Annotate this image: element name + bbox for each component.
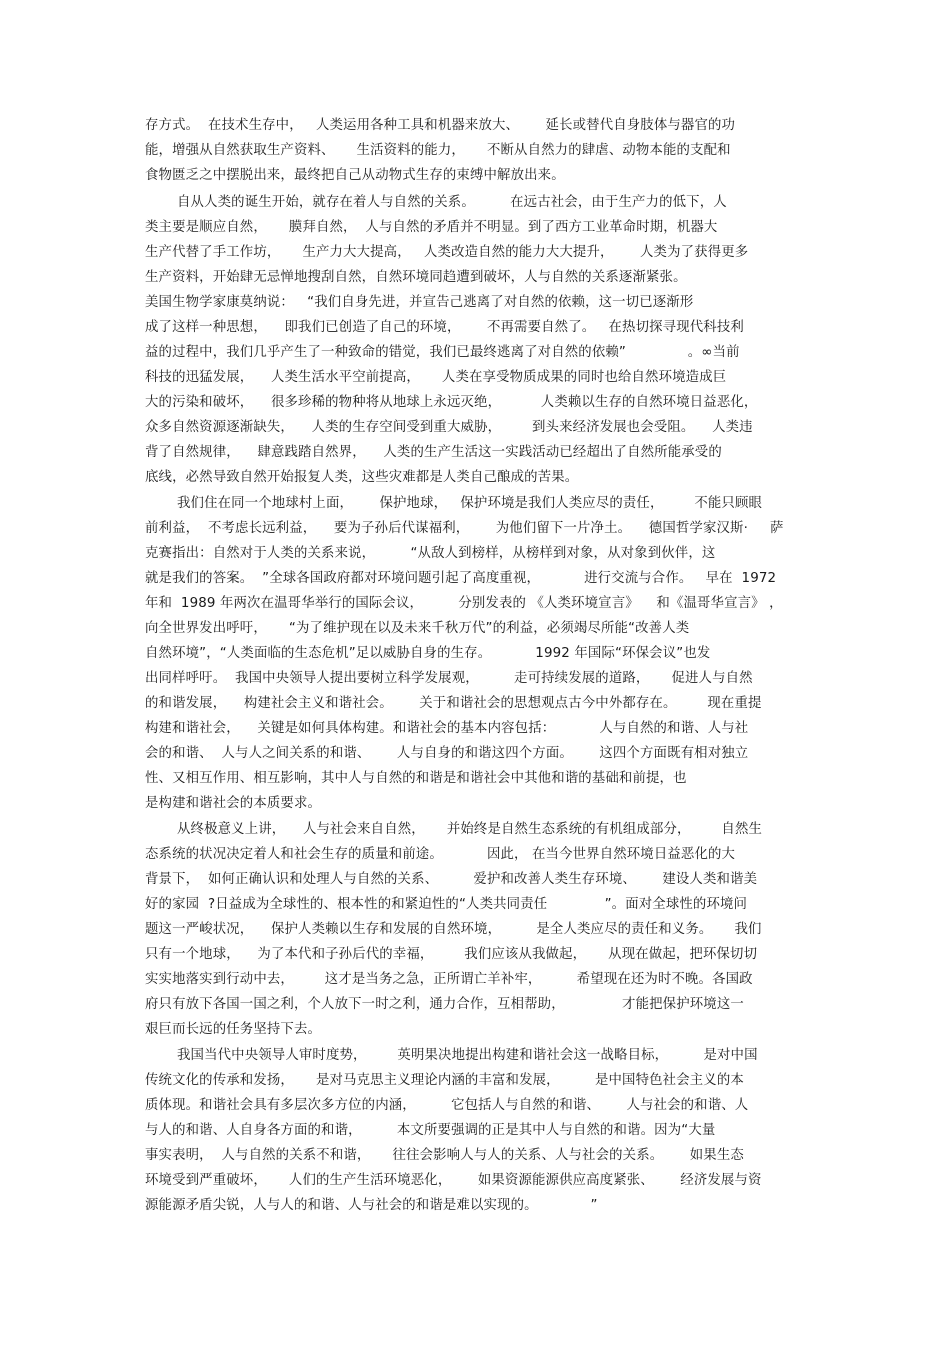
text-line: 克赛指出：自然对于人类的关系来说， “从敌人到榜样，从榜样到对象，从对象到伙伴，这: [145, 546, 716, 561]
text-line: 会的和谐、 人与人之间关系的和谐、 人与自身的和谐这四个方面。 这四个方面既有相对独立: [145, 746, 749, 761]
text-line: 环境受到严重破坏， 人们的生产生活环境恶化， 如果资源能源供应高度紧张、 经济发展与资: [145, 1173, 762, 1188]
text-line: 只有一个地球， 为了本代和子孙后代的幸福， 我们应该从我做起， 从现在做起，把环保切切: [145, 947, 758, 962]
text-line: 是构建和谐社会的本质要求。: [145, 796, 322, 811]
text-line: 质体现。和谐社会具有多层次多方位的内涵， 它包括人与自然的和谐、 人与社会的和谐、人: [145, 1098, 749, 1113]
text-line: 能，增强从自然获取生产资料、 生活资料的能力， 不断从自然力的肆虐、动物本能的支配和: [145, 143, 731, 158]
text-line: 构建和谐社会， 关键是如何具体构建。和谐社会的基本内容包括： 人与自然的和谐、人与社: [145, 721, 749, 736]
text-line: 传统文化的传承和发扬， 是对马克思主义理论内涵的丰富和发展， 是中国特色社会主义的本: [145, 1073, 744, 1088]
text-line: 性、又相互作用、相互影响，其中人与自然的和谐是和谐社会中其他和谐的基础和前提，也: [145, 771, 687, 786]
paragraph-start-line: 从终极意义上讲， 人与社会来自自然， 并始终是自然生态系统的有机组成部分， 自然生: [177, 822, 763, 837]
paragraph-start-line: 自从人类的诞生开始，就存在着人与自然的关系。 在远古社会，由于生产力的低下，人: [177, 195, 727, 210]
text-line: 生产资料，开始肆无忌惮地搜刮自然，自然环境同趋遭到破坏，人与自然的关系逐渐紧张。: [145, 270, 687, 285]
text-line: 众多自然资源逐渐缺失， 人类的生存空间受到重大威胁， 到头来经济发展也会受阻。 人类违: [145, 420, 753, 435]
text-line: 源能源矛盾尖锐，人与人的和谐、人与社会的和谐是难以实现的。 ”: [145, 1198, 598, 1213]
text-line: 大的污染和破坏， 很多珍稀的物种将从地球上永远灭绝， 人类赖以生存的自然环境日益恶化，: [145, 395, 758, 410]
text-line: 底线，必然导致自然开始报复人类，这些灾难都是人类自己酿成的苦果。: [145, 470, 579, 485]
text-line: 态系统的状况决定着人和社会生存的质量和前途。 因此， 在当今世界自然环境日益恶化的大: [145, 847, 736, 862]
text-line: 美国生物学家康莫纳说： “我们自身先进，并宣告己逃离了对自然的依赖，这一切已逐渐形: [145, 295, 694, 310]
text-line: 艰巨而长远的任务坚持下去。: [145, 1022, 322, 1037]
text-line: 背了自然规律， 肆意践踏自然界， 人类的生产生活这一实践活动已经超出了自然所能承受的: [145, 445, 722, 460]
text-line: 就是我们的答案。 ”全球各国政府都对环境问题引起了高度重视， 进行交流与合作。 早在 1972: [145, 571, 777, 586]
text-line: 前利益， 不考虑长远利益， 要为子孙后代谋福利， 为他们留下一片净土。 德国哲学家汉斯· 萨: [145, 521, 784, 536]
paragraph-start-line: 我国当代中央领导人审时度势， 英明果决地提出构建和谐社会这一战略目标， 是对中国: [177, 1048, 758, 1063]
text-line: 类主要是顺应自然， 膜拜自然， 人与自然的矛盾并不明显。到了西方工业革命时期，机器大: [145, 220, 718, 235]
text-line: 向全世界发出呼吁， “为了维护现在以及未来千秋万代”的利益，必须竭尽所能“改善人类: [145, 621, 690, 636]
text-line: 出同样呼吁。 我国中央领导人提出要树立科学发展观， 走可持续发展的道路， 促进人与自然: [145, 671, 753, 686]
text-line: 自然环境”，“人类面临的生态危机”足以威胁自身的生存。 1992 年国际“环保会议”也发: [145, 646, 711, 661]
text-line: 年和 1989 年两次在温哥华举行的国际会议， 分别发表的 《人类环境宣言》 和《温哥华宣言》 ，: [145, 596, 783, 611]
text-line: 事实表明， 人与自然的关系不和谐， 往往会影响人与人的关系、人与社会的关系。 如果生态: [145, 1148, 744, 1163]
text-line: 成了这样一种思想， 即我们已创造了自己的环境， 不再需要自然了。 在热切探寻现代科技利: [145, 320, 744, 335]
text-line: 科技的迅猛发展， 人类生活水平空前提高， 人类在享受物质成果的同时也给自然环境造成巨: [145, 370, 727, 385]
paragraph-start-line: 我们住在同一个地球村上面， 保护地球， 保护环境是我们人类应尽的责任， 不能只顾眼: [177, 496, 763, 511]
text-line: 好的家园 ?日益成为全球性的、根本性的和紧迫性的“人类共同责任 ”。面对全球性的环境问: [145, 897, 748, 912]
text-line: 益的过程中，我们几乎产生了一种致命的错觉，我们已最终逃离了对自然的依赖” 。∞当前: [145, 345, 740, 360]
text-line: 生产代替了手工作坊， 生产力大大提高， 人类改造自然的能力大大提升， 人类为了获得更多: [145, 245, 749, 260]
text-line: 的和谐发展， 构建社会主义和谐社会。 关于和谐社会的思想观点古今中外都存在。 现在重提: [145, 696, 762, 711]
text-line: 存方式。 在技术生存中， 人类运用各种工具和机器来放大、 延长或替代自身肢体与器官的功: [145, 118, 736, 133]
text-line: 实实地落实到行动中去， 这才是当务之急，正所谓亡羊补牢， 希望现在还为时不晚。各国政: [145, 972, 753, 987]
text-line: 府只有放下各国一国之利，个人放下一时之利，通力合作，互相帮助， 才能把保护环境这一: [145, 997, 744, 1012]
text-line: 与人的和谐、人自身各方面的和谐， 本文所要强调的正是其中人与自然的和谐。因为“大量: [145, 1123, 716, 1138]
text-line: 题这一严峻状况， 保护人类赖以生存和发展的自然环境， 是全人类应尽的责任和义务。 我们: [145, 922, 762, 937]
text-line: 背景下， 如何正确认识和处理人与自然的关系、 爱护和改善人类生存环境、 建设人类和谐美: [145, 872, 758, 887]
text-line: 食物匮乏之中摆脱出来，最终把自己从动物式生存的束缚中解放出来。: [145, 168, 565, 183]
